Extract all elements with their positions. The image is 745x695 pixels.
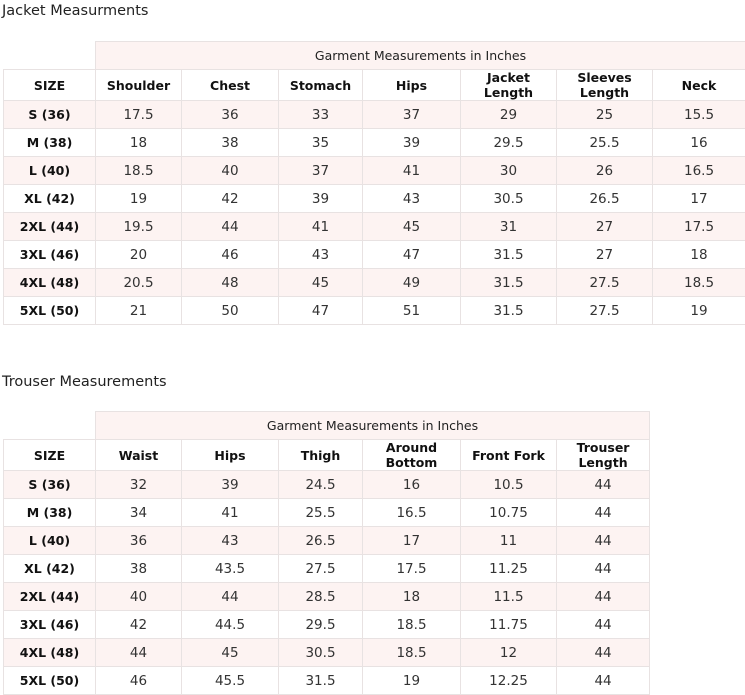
- value-cell: 40: [182, 157, 279, 185]
- value-cell: 43.5: [182, 555, 279, 583]
- table-row: [4, 101, 745, 129]
- value-cell: 16: [363, 471, 461, 499]
- value-cell: 44: [182, 213, 279, 241]
- value-cell: 47: [363, 241, 461, 269]
- value-cell: 29.5: [279, 611, 363, 639]
- column-header: Waist: [96, 440, 182, 471]
- table-row: [4, 241, 745, 269]
- value-cell: 26: [557, 157, 653, 185]
- value-cell: 44: [557, 611, 650, 639]
- value-cell: 31.5: [461, 241, 557, 269]
- trouser-title: Trouser Measurements: [2, 374, 167, 390]
- value-cell: 12.25: [461, 667, 557, 695]
- value-cell: 44: [557, 583, 650, 611]
- empty-corner-cell: [4, 412, 96, 440]
- value-cell: 25.5: [557, 129, 653, 157]
- value-cell: 33: [279, 101, 363, 129]
- value-cell: 44: [557, 471, 650, 499]
- value-cell: 10.75: [461, 499, 557, 527]
- value-cell: 19: [653, 297, 745, 325]
- value-cell: 42: [182, 185, 279, 213]
- value-cell: 17: [653, 185, 745, 213]
- value-cell: 18.5: [363, 639, 461, 667]
- value-cell: 26.5: [557, 185, 653, 213]
- value-cell: 32: [96, 471, 182, 499]
- table-row: [4, 129, 745, 157]
- size-cell: L (40): [4, 527, 96, 555]
- value-cell: 36: [96, 527, 182, 555]
- value-cell: 38: [96, 555, 182, 583]
- column-header: Jacket Length: [461, 70, 557, 101]
- size-cell: 4XL (48): [4, 269, 96, 297]
- value-cell: 45: [279, 269, 363, 297]
- value-cell: 36: [182, 101, 279, 129]
- size-cell: S (36): [4, 101, 96, 129]
- value-cell: 44.5: [182, 611, 279, 639]
- value-cell: 19.5: [96, 213, 182, 241]
- value-cell: 31.5: [461, 297, 557, 325]
- value-cell: 26.5: [279, 527, 363, 555]
- table-row: [4, 583, 650, 611]
- value-cell: 19: [96, 185, 182, 213]
- size-cell: 5XL (50): [4, 667, 96, 695]
- value-cell: 43: [279, 241, 363, 269]
- table-row: [4, 667, 650, 695]
- value-cell: 21: [96, 297, 182, 325]
- value-cell: 11: [461, 527, 557, 555]
- column-header: Sleeves Length: [557, 70, 653, 101]
- value-cell: 44: [557, 527, 650, 555]
- size-cell: 2XL (44): [4, 583, 96, 611]
- value-cell: 39: [279, 185, 363, 213]
- value-cell: 10.5: [461, 471, 557, 499]
- value-cell: 31.5: [279, 667, 363, 695]
- table-row: [4, 611, 650, 639]
- value-cell: 17.5: [363, 555, 461, 583]
- table-row: [4, 269, 745, 297]
- value-cell: 38: [182, 129, 279, 157]
- value-cell: 17.5: [96, 101, 182, 129]
- column-header: SIZE: [4, 440, 96, 471]
- trouser-measurements-table: [3, 411, 650, 695]
- column-header: Front Fork: [461, 440, 557, 471]
- table-row: [4, 639, 650, 667]
- value-cell: 37: [279, 157, 363, 185]
- value-cell: 16: [653, 129, 745, 157]
- value-cell: 18: [96, 129, 182, 157]
- value-cell: 49: [363, 269, 461, 297]
- value-cell: 27.5: [557, 269, 653, 297]
- size-cell: 5XL (50): [4, 297, 96, 325]
- value-cell: 20: [96, 241, 182, 269]
- value-cell: 39: [182, 471, 279, 499]
- group-header: Garment Measurements in Inches: [96, 42, 745, 70]
- size-cell: 2XL (44): [4, 213, 96, 241]
- value-cell: 44: [557, 639, 650, 667]
- value-cell: 30.5: [279, 639, 363, 667]
- value-cell: 18.5: [653, 269, 745, 297]
- size-cell: M (38): [4, 129, 96, 157]
- value-cell: 16.5: [653, 157, 745, 185]
- value-cell: 11.25: [461, 555, 557, 583]
- size-cell: S (36): [4, 471, 96, 499]
- value-cell: 29.5: [461, 129, 557, 157]
- value-cell: 41: [182, 499, 279, 527]
- table-row: [4, 555, 650, 583]
- value-cell: 30: [461, 157, 557, 185]
- size-cell: XL (42): [4, 555, 96, 583]
- value-cell: 51: [363, 297, 461, 325]
- column-header: SIZE: [4, 70, 96, 101]
- table-row: [4, 297, 745, 325]
- group-header-row: [4, 412, 650, 440]
- value-cell: 17.5: [653, 213, 745, 241]
- size-cell: L (40): [4, 157, 96, 185]
- column-header: Chest: [182, 70, 279, 101]
- value-cell: 18.5: [96, 157, 182, 185]
- value-cell: 25: [557, 101, 653, 129]
- table-row: [4, 471, 650, 499]
- value-cell: 44: [182, 583, 279, 611]
- size-cell: 3XL (46): [4, 241, 96, 269]
- value-cell: 27.5: [557, 297, 653, 325]
- value-cell: 29: [461, 101, 557, 129]
- value-cell: 46: [182, 241, 279, 269]
- value-cell: 17: [363, 527, 461, 555]
- value-cell: 45: [363, 213, 461, 241]
- value-cell: 43: [182, 527, 279, 555]
- value-cell: 50: [182, 297, 279, 325]
- value-cell: 47: [279, 297, 363, 325]
- value-cell: 11.75: [461, 611, 557, 639]
- value-cell: 27.5: [279, 555, 363, 583]
- value-cell: 20.5: [96, 269, 182, 297]
- value-cell: 18: [363, 583, 461, 611]
- value-cell: 18: [653, 241, 745, 269]
- value-cell: 37: [363, 101, 461, 129]
- value-cell: 41: [279, 213, 363, 241]
- value-cell: 27: [557, 213, 653, 241]
- empty-corner-cell: [4, 42, 96, 70]
- value-cell: 30.5: [461, 185, 557, 213]
- column-header: Stomach: [279, 70, 363, 101]
- value-cell: 31: [461, 213, 557, 241]
- value-cell: 18.5: [363, 611, 461, 639]
- column-header: Neck: [653, 70, 745, 101]
- column-header: Thigh: [279, 440, 363, 471]
- column-header: Hips: [363, 70, 461, 101]
- value-cell: 46: [96, 667, 182, 695]
- value-cell: 12: [461, 639, 557, 667]
- value-cell: 40: [96, 583, 182, 611]
- value-cell: 35: [279, 129, 363, 157]
- column-header: Hips: [182, 440, 279, 471]
- size-cell: XL (42): [4, 185, 96, 213]
- jacket-title: Jacket Measurments: [2, 3, 148, 19]
- group-header-row: [4, 42, 745, 70]
- table-row: [4, 157, 745, 185]
- table-row: [4, 185, 745, 213]
- value-cell: 45.5: [182, 667, 279, 695]
- value-cell: 44: [557, 499, 650, 527]
- size-cell: 3XL (46): [4, 611, 96, 639]
- value-cell: 44: [96, 639, 182, 667]
- jacket-measurements-table: [3, 41, 745, 325]
- column-header: Trouser Length: [557, 440, 650, 471]
- value-cell: 24.5: [279, 471, 363, 499]
- table-row: [4, 213, 745, 241]
- value-cell: 16.5: [363, 499, 461, 527]
- table-row: [4, 499, 650, 527]
- value-cell: 44: [557, 555, 650, 583]
- value-cell: 19: [363, 667, 461, 695]
- size-cell: 4XL (48): [4, 639, 96, 667]
- value-cell: 44: [557, 667, 650, 695]
- column-header-row: [4, 440, 650, 471]
- size-cell: M (38): [4, 499, 96, 527]
- table-row: [4, 527, 650, 555]
- value-cell: 25.5: [279, 499, 363, 527]
- value-cell: 41: [363, 157, 461, 185]
- value-cell: 43: [363, 185, 461, 213]
- value-cell: 48: [182, 269, 279, 297]
- column-header: Around Bottom: [363, 440, 461, 471]
- column-header: Shoulder: [96, 70, 182, 101]
- value-cell: 11.5: [461, 583, 557, 611]
- group-header: Garment Measurements in Inches: [96, 412, 650, 440]
- value-cell: 27: [557, 241, 653, 269]
- value-cell: 28.5: [279, 583, 363, 611]
- column-header-row: [4, 70, 745, 101]
- value-cell: 34: [96, 499, 182, 527]
- value-cell: 15.5: [653, 101, 745, 129]
- value-cell: 45: [182, 639, 279, 667]
- value-cell: 39: [363, 129, 461, 157]
- value-cell: 31.5: [461, 269, 557, 297]
- value-cell: 42: [96, 611, 182, 639]
